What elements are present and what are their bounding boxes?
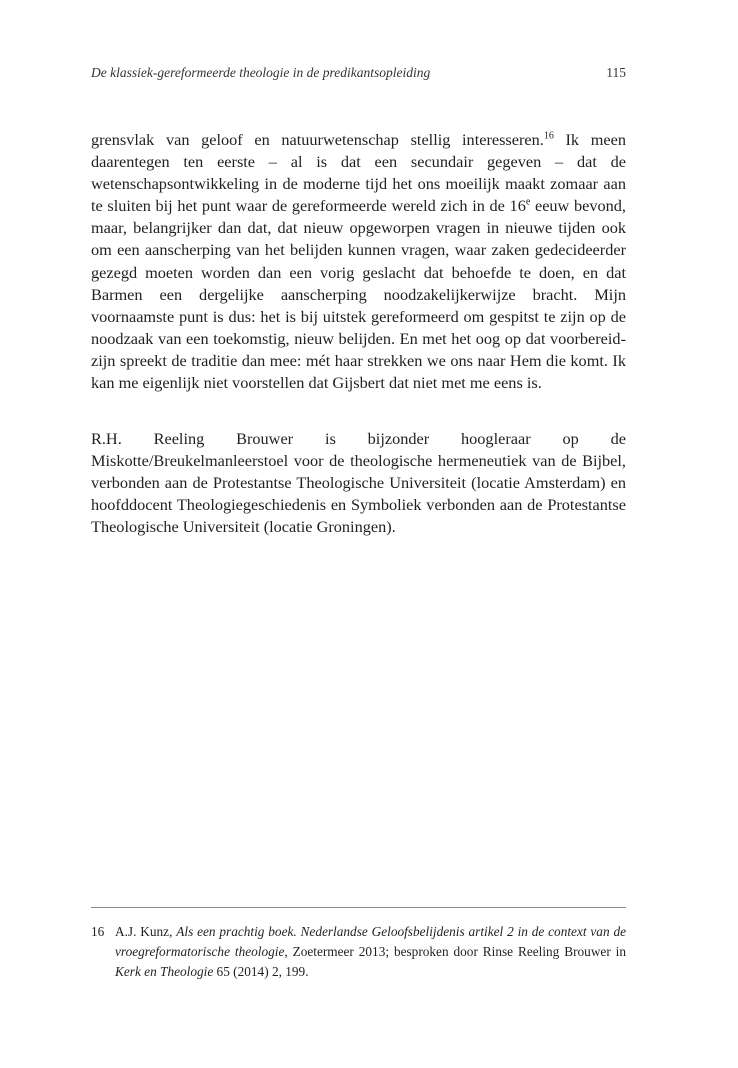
paragraph-text: eeuw bevond, maar, belangrijker dan dat, dat nieuw opgeworpen vragen in nieuwe tijden ook om een aanscherping van het belijden kunnen vragen, waar zaken gedecideerder gezegd moeten worden dan een vorig geslacht dat behoefde te doen, en dat Barmen een dergelijke aanscherping noodzakelijkerwijze bracht. Mijn voornaamste punt is dus: het is bij uitstek gereformeerd om gespitst te zijn op de noodzaak van een toekomstig, nieuw belijden. En met het oog op dat voorbereid-zijn spreekt de traditie dan mee: mét haar strekken we ons naar Hem die komt. Ik kan me eigenlijk niet voorstellen dat Gijsbert dat niet met me eens is. [91, 196, 626, 393]
running-header [91, 64, 626, 82]
footnote-publisher: , Zoetermeer 2013; besproken door Rinse Reeling Brouwer in [284, 944, 626, 959]
footnote-text [115, 922, 626, 982]
main-text [91, 129, 626, 394]
page-number: 115 [606, 65, 626, 80]
paragraph-text: Ik meen daarentegen ten eerste – al is dat een secundair gegeven – dat de wetenschapsontwikkeling in de moderne tijd het ons moeilijk maakt zomaar aan te sluiten bij het punt waar de gereformeerde wereld zich in de 16 [91, 130, 626, 216]
footnote-book-title: Als een prachtig boek. Nederlandse Geloofsbelijdenis artikel 2 in de context van de vroegreformatorische theologie [115, 924, 626, 959]
running-title: De klassiek-gereformeerde theologie in de predikantsopleiding [91, 65, 431, 80]
footnote-author: A.J. Kunz, [115, 924, 177, 939]
footnote-number: 16 [91, 924, 105, 939]
footnote-reference[interactable]: 16 [543, 130, 554, 142]
paragraph [91, 129, 626, 394]
author-bio: R.H. Reeling Brouwer is bijzonder hoogleraar op de Miskotte/Breukelmanleerstoel voor de theologische hermeneutiek van de Bijbel, verbonden aan de Protestantse Theologische Universiteit (locatie Amsterdam) en hoofddocent Theologiegeschiedenis en Symboliek verbonden aan de Protestantse Theologische Universiteit (locatie Groningen). [91, 429, 626, 537]
footnote-citation: 65 (2014) 2, 199. [213, 964, 309, 979]
ordinal-superscript: e [525, 196, 531, 208]
paragraph-text: grensvlak van geloof en natuurwetenschap stellig interesseren. [91, 130, 544, 149]
footnote [91, 922, 626, 982]
footnote-journal: Kerk en Theologie [115, 964, 214, 979]
footnote-divider [91, 907, 626, 908]
